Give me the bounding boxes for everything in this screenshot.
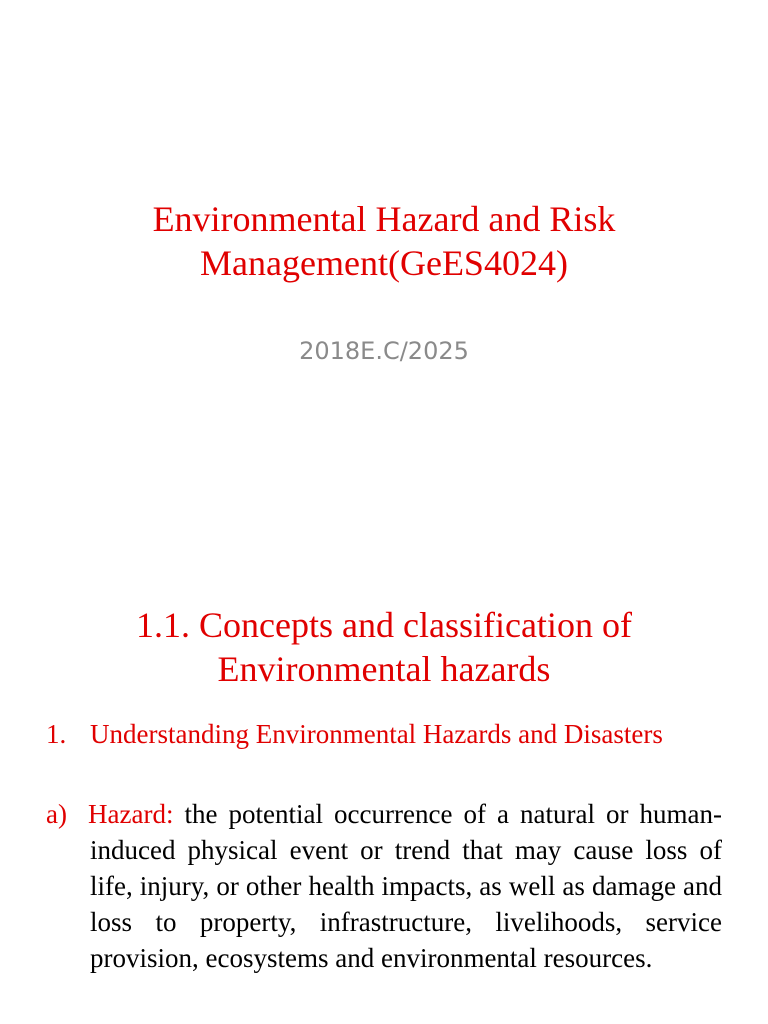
slide-subtitle: 2018E.C/2025 [299, 337, 469, 365]
slide-2 [0, 560, 768, 1024]
definition-text: the potential occurrence of a natural or human-induced physical event or trend that may cause loss of life, injury, or other health impacts, as well as damage and loss to property, infrastructure, livelihoods, service provision, ecosystems and environmental resources. [90, 799, 723, 973]
slide-title: Environmental Hazard and Risk Management(GeES4024) [152, 199, 616, 283]
list-number: 1. [46, 719, 67, 749]
section-heading: 1.1. Concepts and classification of Environmental hazards [136, 605, 632, 689]
definition-term: Hazard: [88, 799, 174, 829]
definition-item [46, 796, 722, 976]
list-item [46, 717, 726, 752]
definition-body [90, 796, 722, 976]
definition-marker: a) [46, 799, 67, 829]
list-text: Understanding Environmental Hazards and Disasters [90, 719, 663, 749]
